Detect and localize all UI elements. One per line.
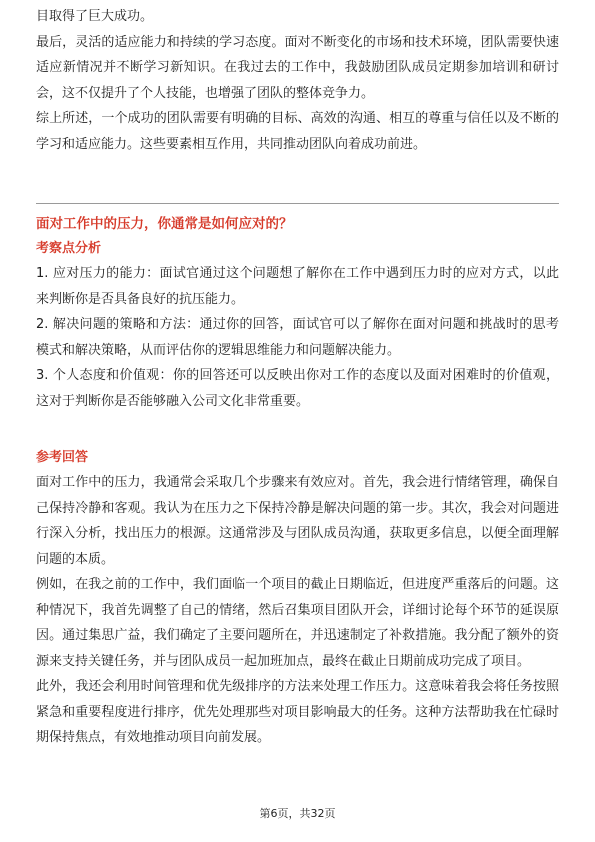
question-title: 面对工作中的压力，你通常是如何应对的？: [36, 216, 293, 232]
answer-section: [36, 446, 559, 751]
answer-paragraph: 例如，在我之前的工作中，我们面临一个项目的截止日期临近，但进度严重落后的问题。这种情况下，我首先调整了自己的情绪，然后召集项目团队开会，详细讨论每个环节的延误原因。通过集思广益，我们确定了主要问题所在，并迅速制定了补救措施。我分配了额外的资源来支持关键任务，并与团队成员一起加班加点，最终在截止日期前成功完成了项目。: [36, 577, 559, 669]
page-number: 第6页，共32页: [259, 807, 336, 820]
analysis-section: [36, 237, 559, 414]
previous-answer-continuation: [36, 4, 559, 157]
analysis-heading: 考察点分析: [36, 241, 102, 256]
section-divider: [36, 203, 559, 204]
analysis-item: 3. 个人态度和价值观：你的回答还可以反映出你对工作的态度以及面对困难时的价值观，这对于判断你是否能够融入公司文化非常重要。: [36, 368, 559, 409]
answer-paragraph: 面对工作中的压力，我通常会采取几个步骤来有效应对。首先，我会进行情绪管理，确保自己保持冷静和客观。我认为在压力之下保持冷静是解决问题的第一步。其次，我会对问题进行深入分析，找出压力的根源。这通常涉及与团队成员沟通，获取更多信息，以便全面理解问题的本质。: [36, 475, 559, 567]
paragraph: 目取得了巨大成功。: [36, 9, 154, 24]
answer-heading: 参考回答: [36, 450, 89, 465]
answer-paragraph: 此外，我还会利用时间管理和优先级排序的方法来处理工作压力。这意味着我会将任务按照紧急和重要程度进行排序，优先处理那些对项目影响最大的任务。这种方法帮助我在忙碌时期保持焦点，有效地推动项目向前发展。: [36, 679, 559, 745]
paragraph: 综上所述，一个成功的团队需要有明确的目标、高效的沟通、相互的尊重与信任以及不断的学习和适应能力。这些要素相互作用，共同推动团队向着成功前进。: [36, 111, 559, 152]
analysis-item: 1. 应对压力的能力：面试官通过这个问题想了解你在工作中遇到压力时的应对方式，以此来判断你是否具备良好的抗压能力。: [36, 266, 559, 307]
analysis-item: 2. 解决问题的策略和方法：通过你的回答，面试官可以了解你在面对问题和挑战时的思考模式和解决策略，从而评估你的逻辑思维能力和问题解决能力。: [36, 317, 559, 358]
paragraph: 最后，灵活的适应能力和持续的学习态度。面对不断变化的市场和技术环境，团队需要快速适应新情况并不断学习新知识。在我过去的工作中，我鼓励团队成员定期参加培训和研讨会，这不仅提升了个人技能，也增强了团队的整体竞争力。: [36, 34, 559, 101]
